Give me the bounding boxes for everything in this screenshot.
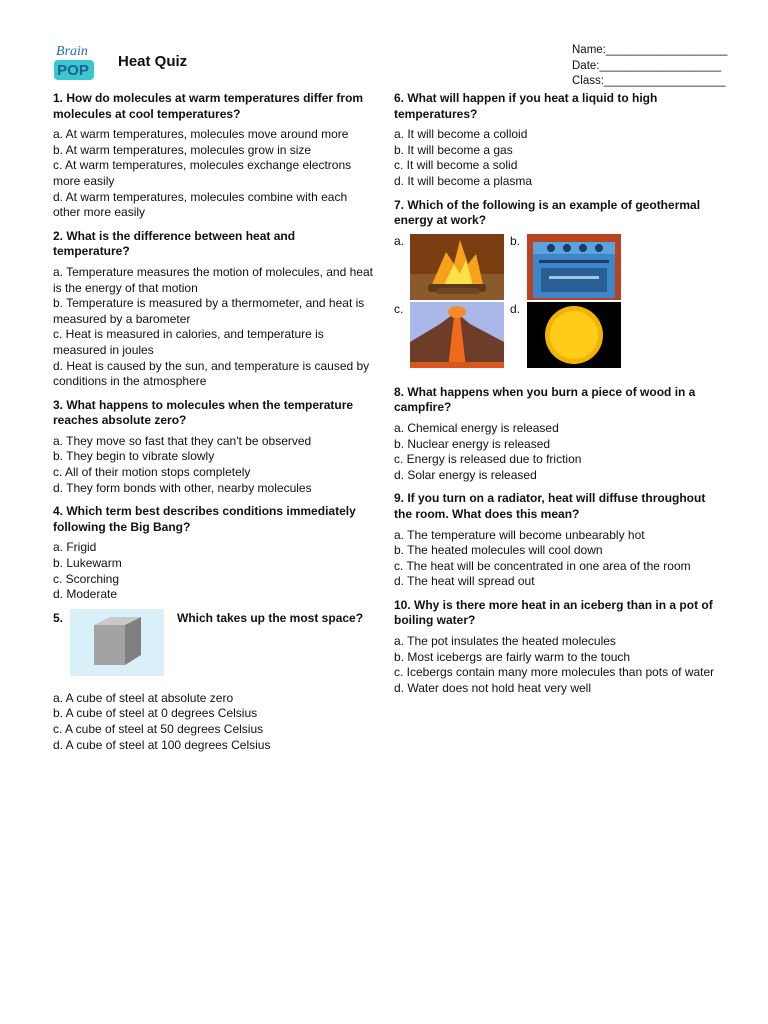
answer-option: d. At warm temperatures, molecules combine with each other more easily <box>53 189 348 220</box>
question-text: 4. Which term best describes conditions immediately following the Big Bang? <box>53 504 356 534</box>
answer-option: a. Frigid <box>53 540 97 555</box>
answer-option: b. <box>510 233 521 248</box>
volcano-image <box>410 302 504 368</box>
answer-option: b. They begin to vibrate slowly <box>53 449 215 464</box>
answer-option: c. It will become a solid <box>394 158 518 173</box>
page-title: Heat Quiz <box>118 53 188 70</box>
answer-option: d. Heat is caused by the sun, and temperature is caused by conditions in the atmosphere <box>53 358 370 389</box>
answer-option: c. <box>394 301 404 316</box>
question-7 <box>394 198 724 379</box>
question-text: 10. Why is there more heat in an iceberg than in a pot of boiling water? <box>394 597 713 628</box>
answer-option: a. Chemical energy is released <box>394 420 559 435</box>
class-field[interactable]: Class:___________________ <box>572 75 726 87</box>
question-6 <box>394 91 724 190</box>
question-text: 7. Which of the following is an example of geothermal energy at work? <box>394 197 701 228</box>
answer-option: a. The pot insulates the heated molecules <box>394 634 616 649</box>
question-4 <box>53 504 373 603</box>
question-5 <box>53 611 373 753</box>
answer-option: d. <box>510 301 521 316</box>
campfire-image <box>410 234 504 300</box>
answer-option: d. The heat will spread out <box>394 574 535 589</box>
question-text: Which takes up the most space? <box>177 610 364 625</box>
answer-option: c. Heat is measured in calories, and temperature is measured in joules <box>53 327 324 357</box>
answer-option: b. Temperature is measured by a thermometer, and heat is measured by a barometer <box>53 296 365 326</box>
answer-option: b. A cube of steel at 0 degrees Celsius <box>53 706 258 721</box>
date-field[interactable]: Date:___________________ <box>572 59 722 72</box>
answer-option: c. At warm temperatures, molecules exchange electrons more easily <box>53 158 352 188</box>
answer-option: c. The heat will be concentrated in one area of the room <box>394 558 691 573</box>
question-9 <box>394 491 724 590</box>
answer-option: b. Lukewarm <box>53 556 122 571</box>
question-text: 1. How do molecules at warm temperatures differ from molecules at cool temperatures? <box>53 91 364 121</box>
question-number: 5. <box>53 610 64 625</box>
left-column <box>53 91 373 761</box>
question-text: 3. What happens to molecules when the temperature reaches absolute zero? <box>53 397 354 428</box>
answer-option: a. Temperature measures the motion of molecules, and heat is the energy of that motion <box>53 264 373 295</box>
question-text: 6. What will happen if you heat a liquid to high temperatures? <box>394 91 658 121</box>
answer-option: c. A cube of steel at 50 degrees Celsius <box>53 722 264 736</box>
student-info <box>572 43 727 90</box>
question-10 <box>394 598 724 697</box>
answer-option: c. All of their motion stops completely <box>53 465 251 480</box>
stove-image <box>527 234 621 300</box>
answer-option: d. A cube of steel at 100 degrees Celsius <box>53 737 271 752</box>
answer-option: d. Water does not hold heat very well <box>394 680 591 695</box>
answer-image-grid <box>394 234 724 379</box>
answer-option: c. Scorching <box>53 571 120 586</box>
name-field[interactable]: Name:___________________ <box>572 44 728 56</box>
answer-option: d. They form bonds with other, nearby molecules <box>53 480 312 495</box>
right-column <box>394 91 724 704</box>
answer-option: b. Most icebergs are fairly warm to the touch <box>394 649 631 664</box>
answer-option: b. It will become a gas <box>394 142 513 157</box>
answer-option: a. At warm temperatures, molecules move around more <box>53 127 349 142</box>
answer-option: b. At warm temperatures, molecules grow in size <box>53 142 312 157</box>
question-3 <box>53 398 373 497</box>
answer-option: a. <box>394 233 405 248</box>
answer-option: c. Icebergs contain many more molecules than pots of water <box>394 665 715 680</box>
question-text: 9. If you turn on a radiator, heat will diffuse throughout the room. What does this mean? <box>394 491 706 521</box>
answer-option: a. The temperature will become unbearably hot <box>394 527 645 542</box>
steel-cube-image <box>70 609 164 676</box>
answer-option: a. It will become a colloid <box>394 127 528 142</box>
answer-option: a. They move so fast that they can't be observed <box>53 433 312 448</box>
svg-text:POP: POP <box>57 62 89 79</box>
answer-option: d. Moderate <box>53 587 118 602</box>
brainpop-logo <box>48 40 98 82</box>
question-8 <box>394 385 724 484</box>
answer-option: d. Solar energy is released <box>394 467 537 482</box>
sun-image <box>527 302 621 368</box>
answer-option: c. Energy is released due to friction <box>394 452 582 467</box>
answer-option: b. Nuclear energy is released <box>394 436 551 451</box>
svg-text:Brain: Brain <box>56 44 88 59</box>
answer-option: a. A cube of steel at absolute zero <box>53 690 234 705</box>
question-2 <box>53 229 373 390</box>
answer-option: b. The heated molecules will cool down <box>394 543 603 558</box>
question-text: 2. What is the difference between heat and temperature? <box>53 228 296 259</box>
answer-option: d. It will become a plasma <box>394 173 533 188</box>
question-text: 8. What happens when you burn a piece of wood in a campfire? <box>394 384 696 415</box>
question-1 <box>53 91 373 221</box>
